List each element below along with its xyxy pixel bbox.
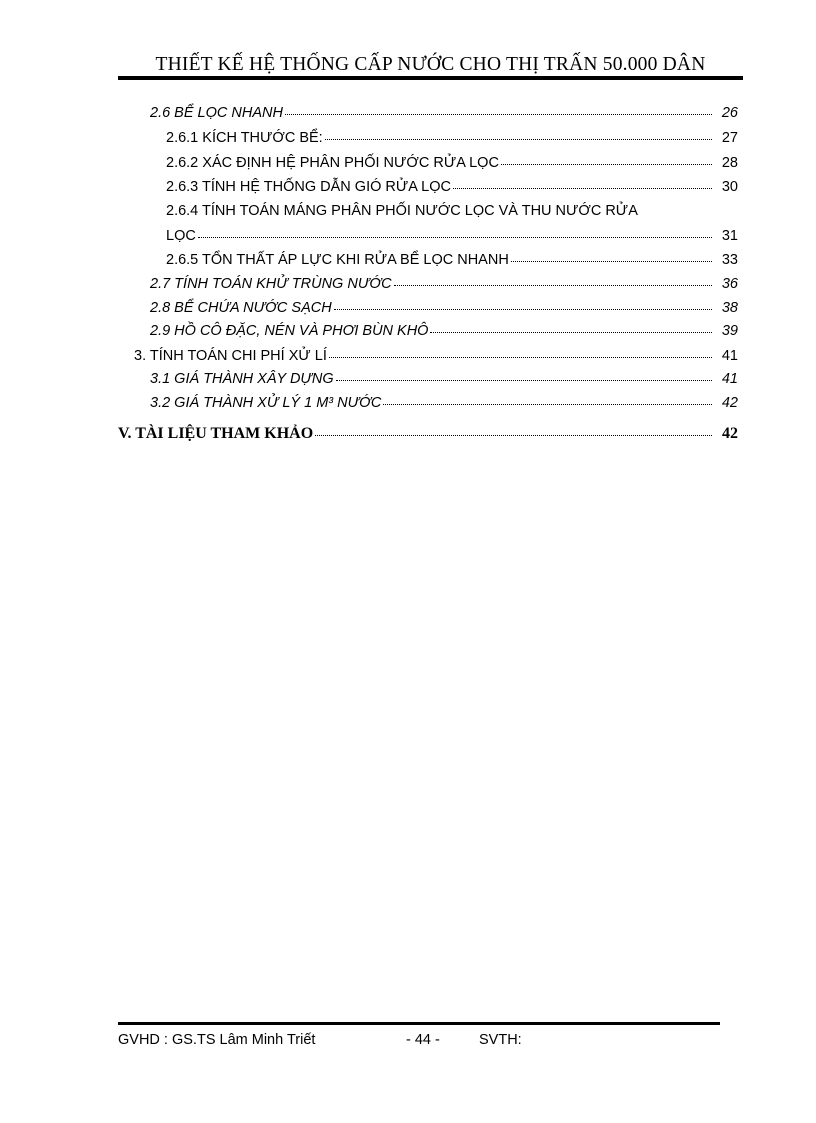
- toc-leader: [501, 163, 712, 165]
- footer-student: SVTH:: [479, 1032, 522, 1048]
- toc-leader: [325, 138, 712, 140]
- toc-page-number: 36: [721, 276, 738, 292]
- toc-label: 3.1 GIÁ THÀNH XÂY DỰNG: [150, 371, 334, 387]
- toc-label: 3.2 GIÁ THÀNH XỬ LÝ 1 M³ NƯỚC: [150, 395, 382, 411]
- toc-page-number: 42: [722, 425, 738, 442]
- toc-label: 2.7 TÍNH TOÁN KHỬ TRÙNG NƯỚC: [150, 276, 392, 292]
- toc-label: 2.8 BỂ CHỨA NƯỚC SẠCH: [150, 300, 332, 316]
- toc-page-number: 41: [721, 348, 738, 364]
- toc-label: 2.6 BỂ LỌC NHANH: [150, 105, 283, 121]
- toc-entry-3-1[interactable]: [150, 371, 738, 387]
- toc-leader: [336, 379, 712, 381]
- toc-page-number: 27: [721, 130, 738, 146]
- toc-label: LỌC: [166, 228, 196, 244]
- toc-entry-2-7[interactable]: [150, 276, 738, 292]
- toc-label: 2.6.3 TÍNH HỆ THỐNG DẪN GIÓ RỬA LỌC: [166, 179, 451, 195]
- toc-page-number: 38: [721, 300, 738, 316]
- toc-page-number: 31: [721, 228, 738, 244]
- toc-entry-2-6-5[interactable]: [166, 252, 738, 268]
- toc-page-number: 42: [721, 395, 738, 411]
- toc-label: 2.6.5 TỔN THẤT ÁP LỰC KHI RỬA BỂ LỌC NHANH: [166, 252, 509, 268]
- toc-page-number: 30: [721, 179, 738, 195]
- toc-leader: [198, 236, 712, 238]
- toc-page-number: 28: [721, 155, 738, 171]
- page-header-title: THIẾT KẾ HỆ THỐNG CẤP NƯỚC CHO THỊ TRẤN 50.000 DÂN: [155, 54, 706, 75]
- footer-rule: [118, 1022, 720, 1025]
- toc-leader: [315, 434, 712, 436]
- toc-page-number: 33: [721, 252, 738, 268]
- toc-leader: [334, 308, 712, 310]
- toc-entry-3-2[interactable]: [150, 395, 738, 411]
- toc-entry-3[interactable]: [134, 348, 738, 364]
- footer-page-number: - 44 -: [406, 1032, 440, 1048]
- toc-entry-2-6[interactable]: [150, 105, 738, 121]
- toc-leader: [329, 356, 712, 358]
- toc-leader: [453, 187, 712, 189]
- toc-entry-2-9[interactable]: [150, 323, 738, 339]
- toc-page-number: 41: [721, 371, 738, 387]
- toc-entry-V[interactable]: [118, 425, 738, 443]
- toc-leader: [383, 403, 712, 405]
- toc-leader: [511, 260, 712, 262]
- toc-page-number: 39: [721, 323, 738, 339]
- toc-entry-2-8[interactable]: [150, 300, 738, 316]
- footer-supervisor: GVHD : GS.TS Lâm Minh Triết: [118, 1032, 316, 1048]
- toc-leader: [430, 331, 712, 333]
- toc-leader: [394, 284, 712, 286]
- toc-page-number: 26: [721, 105, 738, 121]
- toc-entry-2-6-3[interactable]: [166, 179, 738, 195]
- toc-label: V. TÀI LIỆU THAM KHẢO: [118, 425, 314, 442]
- toc-label: 3. TÍNH TOÁN CHI PHÍ XỬ LÍ: [134, 348, 327, 364]
- toc-entry-2-6-4-title[interactable]: 2.6.4 TÍNH TOÁN MÁNG PHÂN PHỐI NƯỚC LỌC VÀ THU NƯỚC RỬA: [166, 203, 638, 219]
- toc-entry-2-6-2[interactable]: [166, 155, 738, 171]
- header-rule: [118, 76, 743, 80]
- toc-entry-2-6-4[interactable]: [166, 228, 738, 244]
- toc-leader: [285, 113, 712, 115]
- toc-label: 2.6.1 KÍCH THƯỚC BỂ:: [166, 130, 323, 146]
- toc-entry-2-6-1[interactable]: [166, 130, 738, 146]
- toc-label: 2.6.2 XÁC ĐỊNH HỆ PHÂN PHỐI NƯỚC RỬA LỌC: [166, 155, 499, 171]
- toc-label: 2.9 HỒ CÔ ĐẶC, NÉN VÀ PHƠI BÙN KHÔ: [150, 323, 429, 339]
